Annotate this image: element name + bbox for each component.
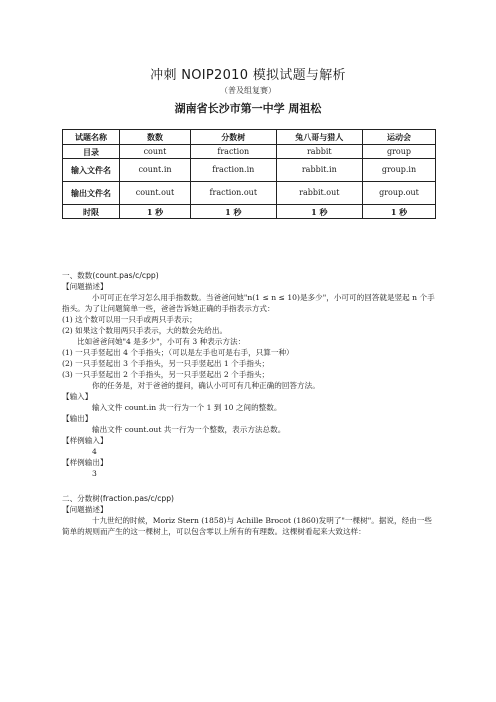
section-label: 【问题描述】 — [62, 505, 108, 514]
table-cell: count.out — [120, 182, 191, 205]
table-cell: count.in — [120, 159, 191, 182]
document-body — [62, 270, 436, 537]
table-header-row — [63, 130, 436, 145]
table-cell: fraction.in — [190, 159, 276, 182]
paragraph: 你的任务是，对于爸爸的提问，确认小可可有几种正确的回答方法。 — [92, 381, 320, 390]
table-cell: rabbit.out — [276, 182, 362, 205]
sample-value: 4 — [92, 447, 97, 456]
table-cell: fraction — [190, 145, 276, 159]
table-row — [63, 145, 436, 159]
example-item: (1) 一只手竖起出 4 个手指头；（可以是左手也可是右手，只算一种） — [62, 348, 294, 357]
paragraph: 小可可正在学习怎么用手指数数。当爸爸问她"n(1 ≤ n ≤ 10)是多少"，小可可的回答就是竖起 n 个手指头。为了让问题简单一些，爸爸告诉她正确的手指表示方式： — [62, 293, 435, 313]
table-header-cell: 运动会 — [363, 130, 436, 145]
table-row-label: 输入文件名 — [63, 159, 120, 182]
section-label: 【样例输出】 — [62, 458, 108, 467]
sample-value: 3 — [92, 469, 97, 478]
table-row-label: 目录 — [63, 145, 120, 159]
table-cell: rabbit — [276, 145, 362, 159]
table-row — [63, 159, 436, 182]
table-cell: rabbit.in — [276, 159, 362, 182]
table-row — [63, 182, 436, 205]
example-item: (3) 一只手竖起出 2 个手指头，另一只手竖起出 2 个手指头； — [62, 370, 270, 379]
paragraph: 比如爸爸问她"4 是多少"，小可有 3 种表示方法： — [77, 337, 246, 346]
table-cell: 1 秒 — [276, 205, 362, 219]
section-label: 【样例输入】 — [62, 436, 108, 445]
example-item: (2) 一只手竖起出 3 个手指头，另一只手竖起出 1 个手指头； — [62, 359, 270, 368]
rule-item: (1) 这个数可以用一只手或两只手表示； — [62, 315, 197, 324]
section-heading: 二、分数树(fraction.pas/c/cpp) — [62, 494, 175, 503]
section-heading: 一、数数(count.pas/c/cpp) — [62, 271, 159, 280]
paragraph: 输出文件 count.out 共一行为一个整数，表示方法总数。 — [92, 425, 286, 434]
paragraph: 输入文件 count.in 共一行为一个 1 到 10 之间的整数。 — [92, 403, 282, 412]
document-subtitle: （普及组复赛） — [220, 86, 276, 95]
table-header-cell: 兔八哥与猎人 — [276, 130, 362, 145]
table-cell: 1 秒 — [190, 205, 276, 219]
table-row-label: 时限 — [63, 205, 120, 219]
table-cell: fraction.out — [190, 182, 276, 205]
table-header-cell: 分数树 — [190, 130, 276, 145]
rule-item: (2) 如果这个数用两只手表示，大的数会先给出。 — [62, 326, 228, 335]
table-cell: 1 秒 — [363, 205, 436, 219]
section-label: 【输入】 — [62, 392, 93, 401]
table-cell: 1 秒 — [120, 205, 191, 219]
table-row — [63, 205, 436, 219]
table-cell: group — [363, 145, 436, 159]
table-header-cell: 数数 — [120, 130, 191, 145]
problem-info-table — [62, 129, 436, 219]
section-label: 【输出】 — [62, 414, 93, 423]
document-author: 湖南省长沙市第一中学 周祖松 — [174, 102, 322, 115]
document-title: 冲刺 NOIP2010 模拟试题与解析 — [150, 68, 346, 83]
table-cell: group.in — [363, 159, 436, 182]
paragraph: 十九世纪的时候，Moriz Stern (1858)与 Achille Brocot (1860)发明了"一棵树"。据说，经由一些简单的规则而产生的这一棵树上，可以包含零以上所有的有理数。这棵树看起来大致这样： — [62, 516, 432, 536]
table-cell: group.out — [363, 182, 436, 205]
table-cell: count — [120, 145, 191, 159]
table-row-label: 输出文件名 — [63, 182, 120, 205]
section-label: 【问题描述】 — [62, 282, 108, 291]
table-header-cell: 试题名称 — [63, 130, 120, 145]
